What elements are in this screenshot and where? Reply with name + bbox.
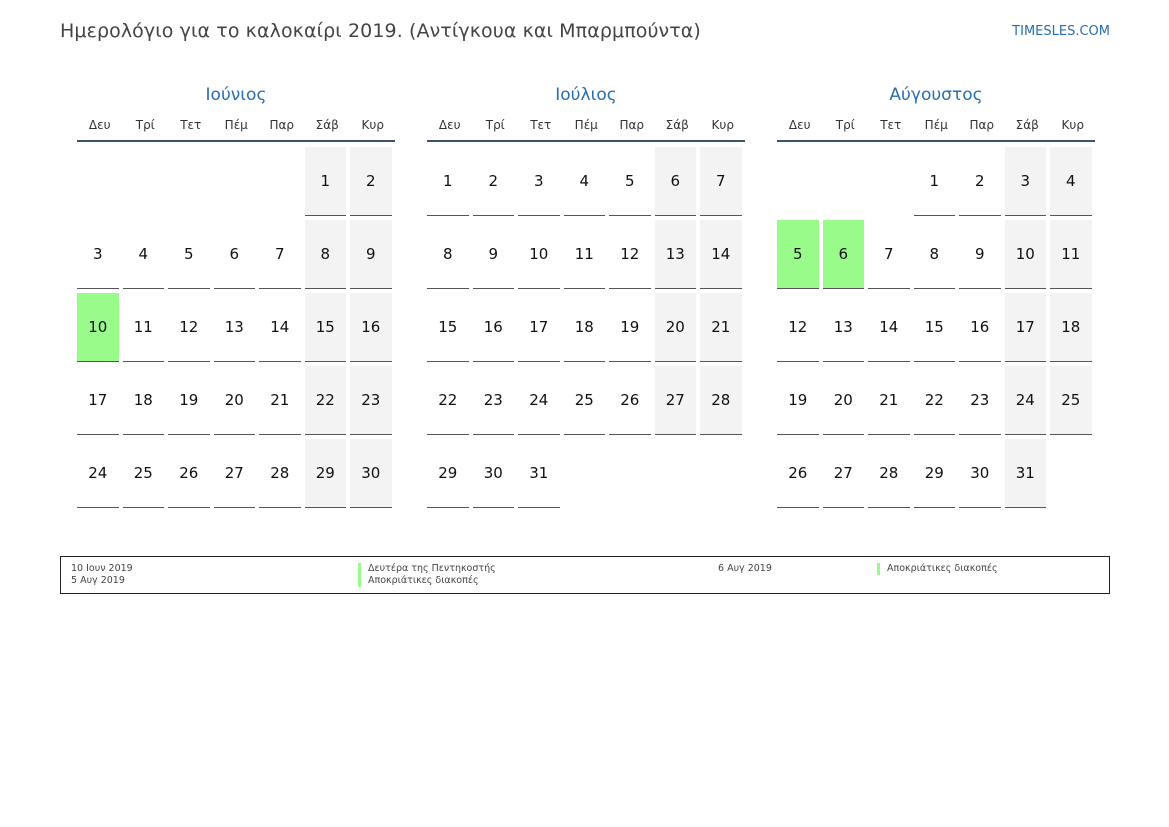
day-cell: 4 <box>1050 147 1092 216</box>
day-cell: 29 <box>305 439 347 508</box>
day-cell: 7 <box>700 147 742 216</box>
weekday-label: Κυρ <box>1061 118 1084 132</box>
weekday-header <box>777 116 1095 142</box>
legend-holiday-name: Αποκριάτικες διακοπές <box>877 563 998 575</box>
weekday-label: Τρί <box>135 118 155 132</box>
day-cell: 2 <box>959 147 1001 216</box>
day-cell: 9 <box>350 220 392 289</box>
day-grid <box>77 147 395 508</box>
empty-day-cell <box>214 147 256 216</box>
empty-day-cell <box>823 147 865 216</box>
day-cell: 27 <box>214 439 256 508</box>
day-cell: 14 <box>868 293 910 362</box>
day-cell: 18 <box>123 366 165 435</box>
empty-day-cell <box>123 147 165 216</box>
weekday-label: Σάβ <box>665 118 689 132</box>
day-cell: 31 <box>518 439 560 508</box>
empty-day-cell <box>609 439 651 508</box>
weekday-label: Σάβ <box>1015 118 1039 132</box>
day-cell: 15 <box>305 293 347 362</box>
month-july <box>427 84 745 508</box>
day-cell: 30 <box>959 439 1001 508</box>
day-cell: 4 <box>123 220 165 289</box>
page-title: Ημερολόγιο για το καλοκαίρι 2019. (Αντίγκουα και Μπαρμπούντα) <box>60 20 701 42</box>
day-cell: 7 <box>868 220 910 289</box>
day-cell: 31 <box>1005 439 1047 508</box>
day-grid <box>777 147 1095 508</box>
empty-day-cell <box>564 439 606 508</box>
empty-day-cell <box>700 439 742 508</box>
day-cell: 16 <box>959 293 1001 362</box>
empty-day-cell <box>1050 439 1092 508</box>
weekday-label: Παρ <box>269 118 295 132</box>
day-cell: 9 <box>473 220 515 289</box>
holiday-legend <box>60 556 1110 594</box>
weekday-label: Κυρ <box>361 118 384 132</box>
weekday-header <box>427 116 745 142</box>
day-cell: 25 <box>1050 366 1092 435</box>
day-cell: 16 <box>350 293 392 362</box>
month-name: Ιούνιος <box>205 85 267 105</box>
weekday-label: Κυρ <box>711 118 734 132</box>
day-cell: 23 <box>959 366 1001 435</box>
empty-day-cell <box>168 147 210 216</box>
day-cell: 21 <box>868 366 910 435</box>
day-cell: 26 <box>168 439 210 508</box>
day-cell: 21 <box>700 293 742 362</box>
month-june <box>77 84 395 508</box>
legend-date: 10 Ιουν 2019 <box>71 563 133 574</box>
day-cell: 5 <box>777 220 819 289</box>
weekday-label: Δευ <box>88 118 111 132</box>
day-cell: 19 <box>168 366 210 435</box>
empty-day-cell <box>655 439 697 508</box>
day-cell: 3 <box>518 147 560 216</box>
day-cell: 9 <box>959 220 1001 289</box>
day-cell: 6 <box>214 220 256 289</box>
day-cell: 25 <box>564 366 606 435</box>
empty-day-cell <box>77 147 119 216</box>
day-cell: 20 <box>214 366 256 435</box>
day-cell: 11 <box>564 220 606 289</box>
day-cell: 30 <box>350 439 392 508</box>
weekday-label: Πέμ <box>224 118 248 132</box>
day-cell: 19 <box>777 366 819 435</box>
weekday-label: Σάβ <box>315 118 339 132</box>
day-cell: 15 <box>427 293 469 362</box>
weekday-label: Τρί <box>485 118 505 132</box>
day-cell: 27 <box>655 366 697 435</box>
day-cell: 12 <box>777 293 819 362</box>
day-cell: 18 <box>564 293 606 362</box>
day-cell: 3 <box>1005 147 1047 216</box>
day-cell: 22 <box>305 366 347 435</box>
site-link[interactable]: TIMESLES.COM <box>1012 24 1110 39</box>
day-cell: 18 <box>1050 293 1092 362</box>
day-cell: 17 <box>77 366 119 435</box>
day-cell: 1 <box>914 147 956 216</box>
day-cell: 16 <box>473 293 515 362</box>
empty-day-cell <box>868 147 910 216</box>
day-grid <box>427 147 745 508</box>
day-cell: 15 <box>914 293 956 362</box>
weekday-label: Πέμ <box>924 118 948 132</box>
day-cell: 12 <box>168 293 210 362</box>
weekday-label: Δευ <box>788 118 811 132</box>
day-cell: 28 <box>868 439 910 508</box>
day-cell: 23 <box>350 366 392 435</box>
day-cell: 26 <box>609 366 651 435</box>
empty-day-cell <box>777 147 819 216</box>
day-cell: 29 <box>427 439 469 508</box>
day-cell: 11 <box>1050 220 1092 289</box>
day-cell: 12 <box>609 220 651 289</box>
month-august <box>777 84 1095 508</box>
day-cell: 4 <box>564 147 606 216</box>
legend-date: 5 Αυγ 2019 <box>71 575 125 586</box>
day-cell: 11 <box>123 293 165 362</box>
empty-day-cell <box>259 147 301 216</box>
weekday-label: Παρ <box>969 118 995 132</box>
day-cell: 20 <box>655 293 697 362</box>
day-cell: 28 <box>700 366 742 435</box>
day-cell: 14 <box>259 293 301 362</box>
day-cell: 10 <box>1005 220 1047 289</box>
weekday-label: Τετ <box>880 118 902 132</box>
legend-holiday-name: Αποκριάτικες διακοπές <box>358 575 479 587</box>
day-cell: 23 <box>473 366 515 435</box>
legend-date: 6 Αυγ 2019 <box>718 563 772 574</box>
day-cell: 8 <box>427 220 469 289</box>
day-cell: 2 <box>350 147 392 216</box>
day-cell: 30 <box>473 439 515 508</box>
day-cell: 29 <box>914 439 956 508</box>
month-name: Αύγουστος <box>889 85 983 105</box>
day-cell: 27 <box>823 439 865 508</box>
day-cell: 5 <box>609 147 651 216</box>
weekday-label: Τετ <box>180 118 202 132</box>
day-cell: 5 <box>168 220 210 289</box>
day-cell: 10 <box>77 293 119 362</box>
day-cell: 28 <box>259 439 301 508</box>
day-cell: 6 <box>655 147 697 216</box>
legend-holiday-name: Δευτέρα της Πεντηκοστής <box>358 563 496 575</box>
day-cell: 17 <box>518 293 560 362</box>
month-name: Ιούλιος <box>555 85 617 105</box>
day-cell: 22 <box>914 366 956 435</box>
day-cell: 24 <box>518 366 560 435</box>
day-cell: 24 <box>1005 366 1047 435</box>
weekday-label: Δευ <box>438 118 461 132</box>
day-cell: 6 <box>823 220 865 289</box>
day-cell: 21 <box>259 366 301 435</box>
day-cell: 14 <box>700 220 742 289</box>
weekday-label: Τετ <box>530 118 552 132</box>
day-cell: 1 <box>427 147 469 216</box>
day-cell: 13 <box>823 293 865 362</box>
day-cell: 1 <box>305 147 347 216</box>
day-cell: 25 <box>123 439 165 508</box>
weekday-label: Πέμ <box>574 118 598 132</box>
day-cell: 10 <box>518 220 560 289</box>
day-cell: 13 <box>214 293 256 362</box>
day-cell: 3 <box>77 220 119 289</box>
day-cell: 8 <box>305 220 347 289</box>
day-cell: 7 <box>259 220 301 289</box>
day-cell: 22 <box>427 366 469 435</box>
day-cell: 2 <box>473 147 515 216</box>
weekday-header <box>77 116 395 142</box>
day-cell: 8 <box>914 220 956 289</box>
day-cell: 24 <box>77 439 119 508</box>
day-cell: 19 <box>609 293 651 362</box>
day-cell: 13 <box>655 220 697 289</box>
weekday-label: Παρ <box>619 118 645 132</box>
day-cell: 17 <box>1005 293 1047 362</box>
day-cell: 26 <box>777 439 819 508</box>
weekday-label: Τρί <box>835 118 855 132</box>
day-cell: 20 <box>823 366 865 435</box>
